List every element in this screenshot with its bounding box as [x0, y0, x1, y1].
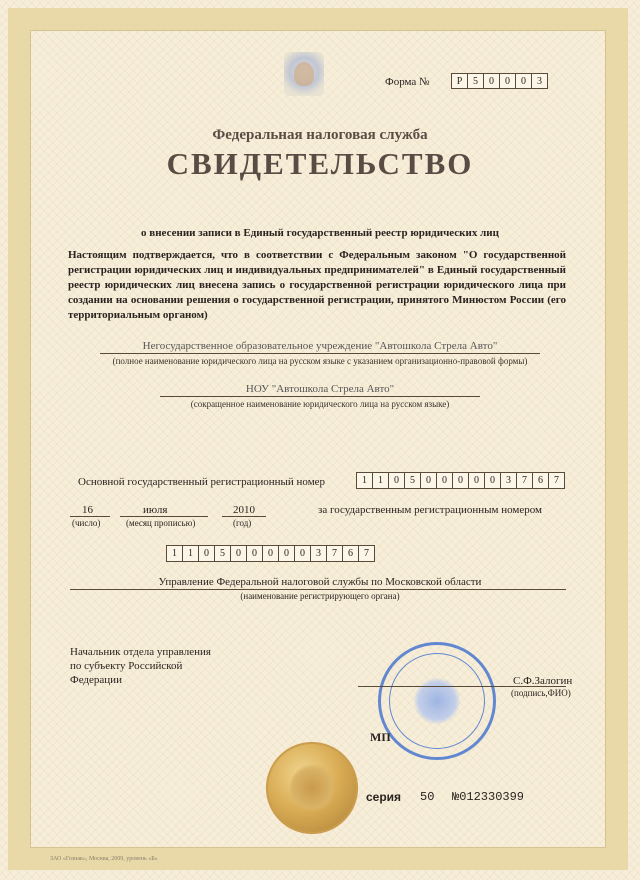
- ogrn-digit: 0: [468, 472, 485, 489]
- seal-place-label: МП: [370, 730, 391, 744]
- date-month: июля: [143, 504, 168, 516]
- ogrn-digit: 5: [404, 472, 421, 489]
- month-caption: (месяц прописью): [126, 518, 196, 528]
- document-title: СВИДЕТЕЛЬСТВО: [166, 146, 474, 181]
- short-name-value: НОУ "Автошкола Стрела Авто": [245, 383, 395, 395]
- authority-value: Управление Федеральной налоговой службы по Московской области: [158, 576, 482, 588]
- year-caption: (год): [233, 518, 252, 528]
- form-code-cell: 0: [515, 73, 532, 89]
- gold-seal-icon: [266, 742, 358, 834]
- record-digit: 0: [278, 545, 295, 562]
- record-digit: 0: [262, 545, 279, 562]
- ogrn-digit: 3: [500, 472, 517, 489]
- signer-position-line: Федерации: [70, 674, 122, 686]
- form-code-cell: 0: [499, 73, 516, 89]
- agency-name: Федеральная налоговая служба: [212, 127, 428, 143]
- record-digit: 0: [230, 545, 247, 562]
- record-digit: 1: [166, 545, 183, 562]
- short-name-caption: (сокращенное наименование юридического лица на русском языке): [190, 399, 450, 409]
- signer-name: С.Ф.Залогин: [513, 675, 573, 687]
- serial-number: №012330399: [452, 790, 525, 804]
- signer-position-line: по субъекту Российской: [70, 660, 183, 672]
- day-caption: (число): [72, 518, 101, 528]
- record-digit: 5: [214, 545, 231, 562]
- form-code-cell: Р: [451, 73, 468, 89]
- authority-caption: (наименование регистрирующего органа): [240, 591, 400, 601]
- record-digit: 0: [246, 545, 263, 562]
- record-number: [167, 545, 375, 562]
- ogrn-digit: 0: [452, 472, 469, 489]
- ogrn-digit: 0: [484, 472, 501, 489]
- official-stamp-icon: [378, 642, 496, 760]
- full-name-caption: (полное наименование юридического лица на русском языке с указанием организационно-правовой формы): [112, 356, 528, 366]
- date-day: 16: [82, 504, 93, 516]
- hologram-emblem-icon: [284, 52, 324, 96]
- record-digit: 7: [358, 545, 375, 562]
- date-year: 2010: [233, 504, 255, 516]
- day-underline: [70, 516, 110, 517]
- document-subtitle: о внесении записи в Единый государственный реестр юридических лиц: [141, 227, 499, 239]
- signer-position: [70, 645, 211, 687]
- month-underline: [120, 516, 208, 517]
- short-name-underline: [160, 396, 480, 397]
- signature-caption: (подпись,ФИО): [511, 688, 571, 698]
- form-code-cell: 5: [467, 73, 484, 89]
- record-digit: 0: [294, 545, 311, 562]
- full-name-underline: [100, 353, 540, 354]
- record-digit: 6: [342, 545, 359, 562]
- series-label: серия: [366, 790, 402, 804]
- form-code: [452, 73, 548, 89]
- certification-paragraph: Настоящим подтверждается, что в соответствии с Федеральным законом "О государственной регистрации юридических лиц и индивидуальных предпринимателей" в Единый государственный реестр юридических лиц внесена запись о государственной регистрации юридического лица при создании на основании решения о государственной регистрации, принятого Минюстом России (его территориальным органом): [68, 249, 566, 321]
- authority-underline: [70, 589, 566, 590]
- series-number: 50: [420, 790, 435, 804]
- year-underline: [222, 516, 266, 517]
- ogrn-number: [357, 472, 565, 489]
- ogrn-digit: 1: [372, 472, 389, 489]
- ogrn-digit: 6: [532, 472, 549, 489]
- printer-imprint: ЗАО «Гознак», Москва, 2009, уровень «Б»: [50, 856, 158, 862]
- record-label: за государственным регистрационным номером: [318, 504, 542, 516]
- full-name-value: Негосударственное образовательное учреждение "Автошкола Стрела Авто": [142, 340, 498, 352]
- signer-position-line: Начальник отдела управления: [70, 646, 211, 658]
- record-digit: 1: [182, 545, 199, 562]
- form-label: Форма №: [385, 76, 430, 88]
- ogrn-digit: 0: [436, 472, 453, 489]
- form-code-cell: 3: [531, 73, 548, 89]
- ogrn-label: Основной государственный регистрационный номер: [78, 476, 326, 488]
- ogrn-digit: 0: [388, 472, 405, 489]
- ogrn-digit: 1: [356, 472, 373, 489]
- ogrn-digit: 7: [548, 472, 565, 489]
- record-digit: 0: [198, 545, 215, 562]
- record-digit: 3: [310, 545, 327, 562]
- form-code-cell: 0: [483, 73, 500, 89]
- record-digit: 7: [326, 545, 343, 562]
- ogrn-digit: 7: [516, 472, 533, 489]
- ogrn-digit: 0: [420, 472, 437, 489]
